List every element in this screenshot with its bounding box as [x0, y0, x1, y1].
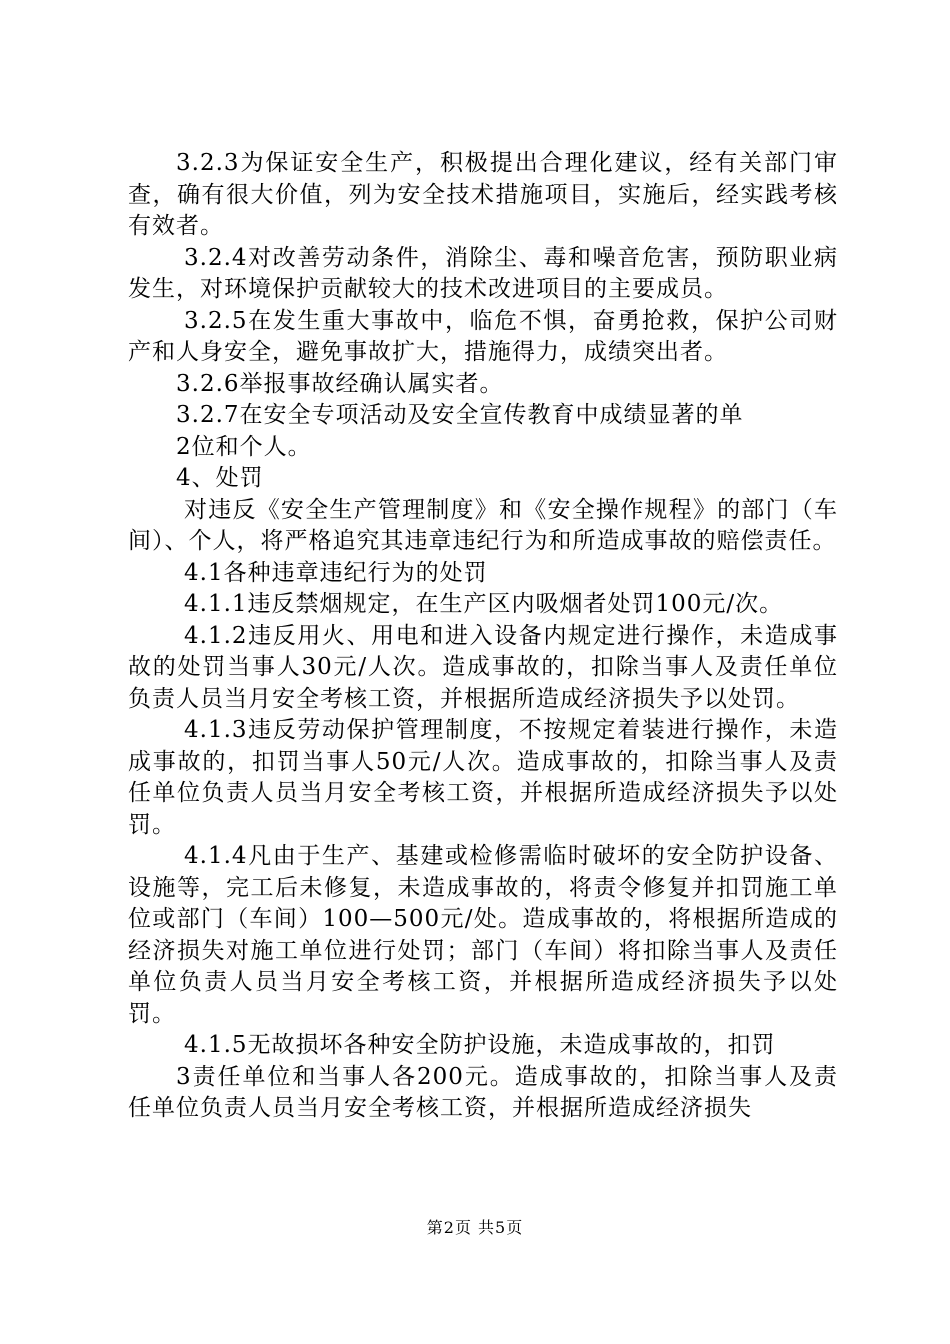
paragraph-3-2-3: 3.2.3为保证安全生产，积极提出合理化建议，经有关部门审查，确有很大价值，列为安全技术措施项目，实施后，经实践考核有效者。 [128, 150, 838, 239]
paragraph-4-1-3: 4.1.3违反劳动保护管理制度，不按规定着装进行操作，未造成事故的，扣罚当事人50元/人次。造成事故的，扣除当事人及责任单位负责人员当月安全考核工资，并根据所造成经济损失予以处罚。 [128, 717, 838, 838]
paragraph-3-2-4: 3.2.4对改善劳动条件，消除尘、毒和噪音危害，预防职业病发生，对环境保护贡献较大的技术改进项目的主要成员。 [128, 244, 838, 302]
paragraph-3-2-7-cont: 2位和个人。 [176, 433, 312, 460]
subheading-4-1: 4.1各种违章违纪行为的处罚 [184, 559, 488, 586]
paragraph-4-1-1: 4.1.1违反禁烟规定，在生产区内吸烟者处罚100元/次。 [184, 591, 784, 617]
section-heading-penalty: 4、处罚 [176, 465, 264, 491]
paragraph-4-1-5: 4.1.5无故损坏各种安全防护设施，未造成事故的，扣罚 [184, 1032, 776, 1058]
paragraph-4-1-4: 4.1.4凡由于生产、基建或检修需临时破坏的安全防护设备、设施等，完工后未修复，未造成事故的，将责令修复并扣罚施工单位或部门（车间）100—500元/处。造成事故的，将根据所造成的经济损失对施工单位进行处罚；部门（车间）将扣除当事人及责任单位负责人员当月安全考核工资，并根据所造成经济损失予以处罚。 [128, 843, 838, 1027]
document-body [128, 148, 838, 1125]
page-number-footer: 第2页 共5页 [426, 1218, 524, 1237]
paragraph-4-1-5-cont: 3责任单位和当事人各200元。造成事故的，扣除当事人及责任单位负责人员当月安全考核工资，并根据所造成经济损失 [128, 1063, 838, 1121]
paragraph-3-2-5: 3.2.5在发生重大事故中，临危不惧，奋勇抢救，保护公司财产和人身安全，避免事故扩大，措施得力，成绩突出者。 [128, 307, 838, 365]
paragraph-3-2-6: 3.2.6举报事故经确认属实者。 [176, 370, 504, 397]
paragraph-3-2-7: 3.2.7在安全专项活动及安全宣传教育中成绩显著的单 [176, 402, 744, 428]
paragraph-4-1-2: 4.1.2违反用火、用电和进入设备内规定进行操作，未造成事故的处罚当事人30元/人次。造成事故的，扣除当事人及责任单位负责人员当月安全考核工资，并根据所造成经济损失予以处罚。 [128, 622, 838, 712]
paragraph-penalty-intro: 对违反《安全生产管理制度》和《安全操作规程》的部门（车间）、个人，将严格追究其违章违纪行为和所造成事故的赔偿责任。 [128, 496, 838, 554]
